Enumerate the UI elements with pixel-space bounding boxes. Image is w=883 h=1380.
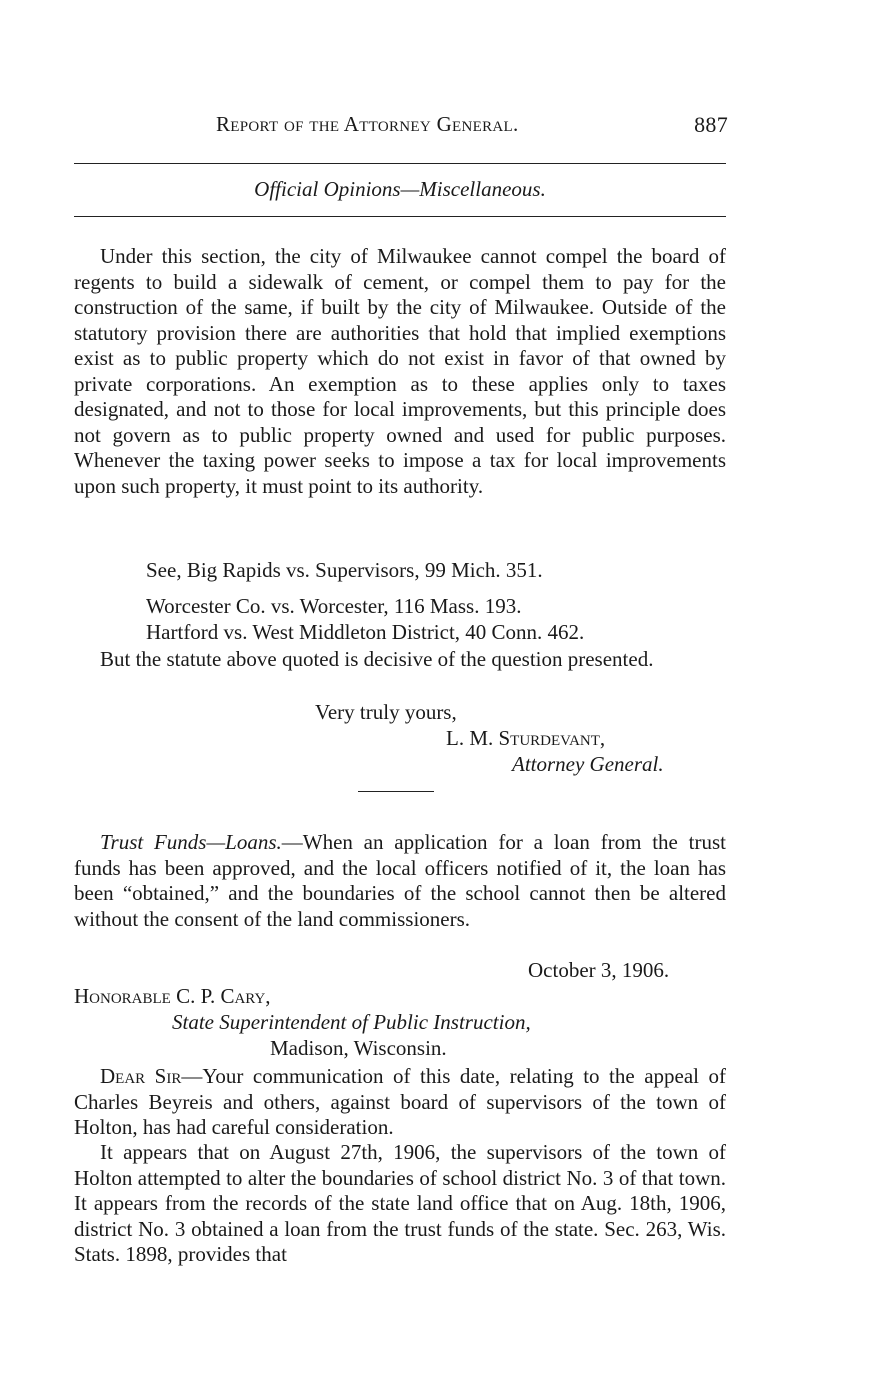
citation: Worcester Co. vs. Worcester, 116 Mass. 193.: [146, 594, 522, 618]
headnote-text: —When an application for a loan from the trust funds has been approved, and the local officers notified of it, the loan has been “obtained,” and the boundaries of the school cannot then be altered without the consent of the land commissioners.: [74, 830, 726, 931]
header-rule-top: [74, 163, 726, 164]
addressee-title: State Superintendent of Public Instruction,: [172, 1010, 531, 1034]
headnote: [74, 830, 726, 932]
citation: See, Big Rapids vs. Supervisors, 99 Mich. 351.: [146, 558, 543, 582]
opinion-paragraph: Under this section, the city of Milwaukee cannot compel the board of regents to build a sidewalk of cement, or compel them to pay for the construction of the same, if built by the city of Milwaukee. Outside of the statutory provision there are authorities that hold that implied exemptions exist as to public property which do not exist in favor of that owned by private corporations. An exemption as to these applies only to taxes designated, and not to those for local improvements, but this principle does not govern as to public property owned and used for public purposes. Whenever the taxing power seeks to impose a tax for local improvements upon such property, it must point to its authority.: [74, 244, 726, 498]
page-number: 887: [694, 112, 728, 137]
letter-date: October 3, 1906.: [528, 958, 670, 982]
citation: Hartford vs. West Middleton District, 40 Conn. 462.: [146, 620, 585, 644]
addressee-name: Honorable C. P. Cary,: [74, 984, 271, 1008]
letter-paragraph: [74, 1064, 726, 1141]
header-rule-bottom: [74, 216, 726, 217]
running-title: Report of the Attorney General.: [216, 112, 519, 136]
section-divider: [358, 791, 434, 792]
salutation: Dear Sir: [100, 1064, 182, 1088]
complimentary-closing: Very truly yours,: [315, 700, 457, 724]
signer-name: [446, 726, 605, 751]
opinion-conclusion: But the statute above quoted is decisive of the question presented.: [100, 647, 654, 671]
addressee-place: Madison, Wisconsin.: [270, 1036, 447, 1060]
signer-name-text: L. M. Sturdevant,: [446, 726, 606, 750]
letter-paragraph-text: —Your communication of this date, relating to the appeal of Charles Beyreis and others, against board of supervisors of the town of Holton, has had careful consideration.: [74, 1064, 726, 1139]
signer-title: Attorney General.: [512, 752, 664, 776]
letter-paragraph: It appears that on August 27th, 1906, the supervisors of the town of Holton attempted to alter the boundaries of school district No. 3 of that town. It appears from the records of the state land office that on Aug. 18th, 1906, district No. 3 obtained a loan from the trust funds of the state. Sec. 263, Wis. Stats. 1898, provides that: [74, 1140, 726, 1266]
running-head: [216, 112, 728, 137]
section-title: Official Opinions—Miscellaneous.: [254, 177, 546, 201]
headnote-lead: Trust Funds—Loans.: [100, 830, 282, 854]
